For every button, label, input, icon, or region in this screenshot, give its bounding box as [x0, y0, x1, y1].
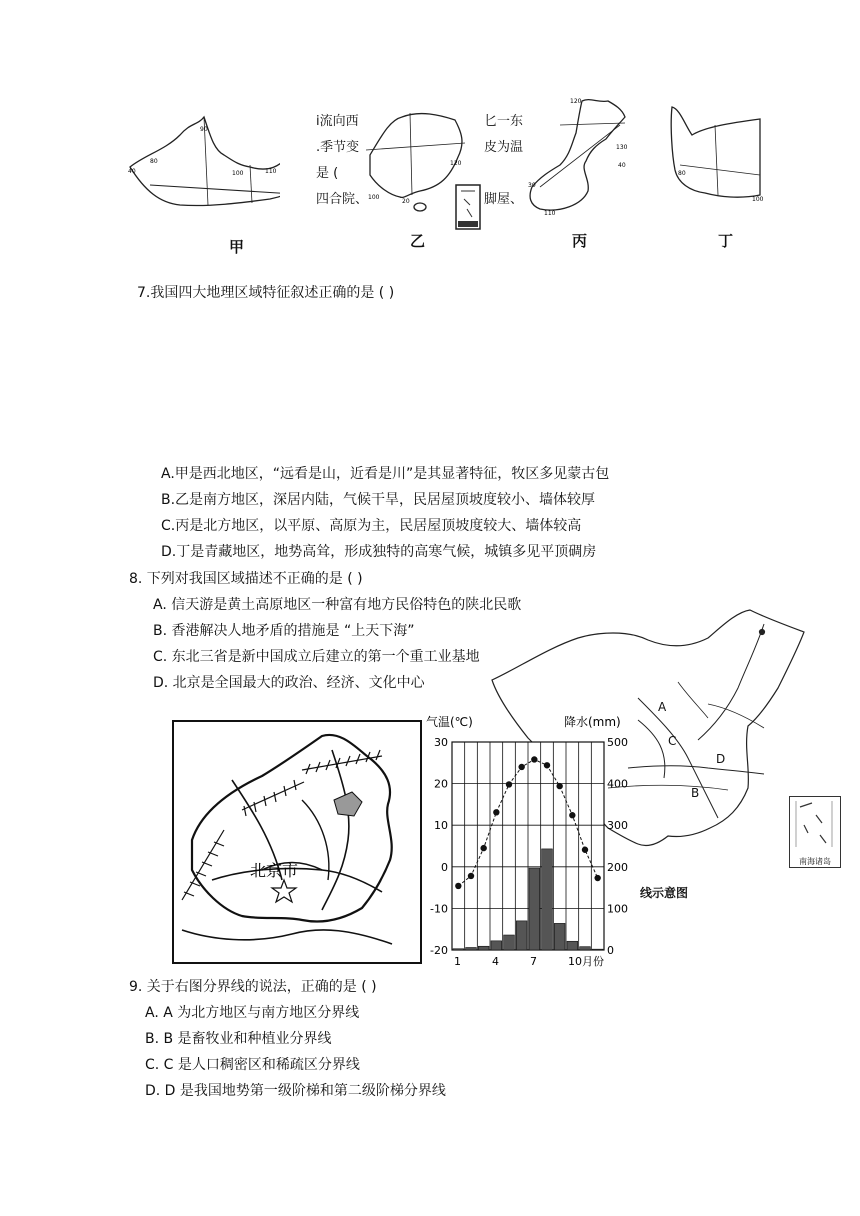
y-tick-temp: -20 [430, 944, 448, 957]
x-tick: 10月份 [568, 955, 604, 968]
overlap-fragment: 脚屋、 [484, 192, 524, 207]
line-label-d: D [716, 752, 726, 766]
y-tick-temp: 20 [434, 777, 448, 791]
temperature-point-10 [569, 812, 575, 818]
inset-islands [790, 797, 838, 853]
beijing-city-label: 北京市 [250, 861, 299, 880]
region-maps [120, 95, 764, 235]
tick-jia-40: 40 [128, 168, 136, 175]
line-label-b: B [691, 786, 700, 800]
line-label-c: C [668, 734, 677, 748]
y-tick-precip: 400 [607, 777, 628, 791]
temperature-point-2 [468, 873, 474, 879]
temperature-point-7 [531, 756, 537, 762]
tick-ding-100: 100 [752, 196, 764, 203]
question-9-stem: 9. 关于右图分界线的说法，正确的是 ( ) [129, 979, 377, 995]
x-tick: 4 [492, 955, 499, 968]
chart-ylabel-left: 气温(℃) [426, 715, 473, 729]
precip-bar-8 [542, 849, 553, 950]
tick-jia-80: 80 [150, 158, 158, 165]
temperature-point-8 [544, 762, 550, 768]
temperature-point-6 [518, 764, 524, 770]
question-7-option-a[interactable]: A.甲是西北地区，“远看是山，近看是川”是其显著特征，牧区多见蒙古包 [161, 466, 610, 482]
map-bing [530, 100, 625, 210]
overlap-fragment: 是 ( [316, 166, 339, 181]
tick-jia-100: 100 [232, 170, 244, 177]
y-tick-precip: 300 [607, 819, 628, 833]
temperature-point-3 [480, 845, 486, 851]
precip-bar-12 [592, 949, 603, 950]
map-label-ding: 丁 [718, 232, 734, 250]
map-label-jia: 甲 [229, 238, 245, 256]
question-8-option-a[interactable]: A. 信天游是黄土高原地区一种富有地方民俗特色的陕北民歌 [153, 597, 522, 613]
tick-bing-40: 40 [618, 162, 626, 169]
temperature-point-5 [506, 781, 512, 787]
tick-bing-130: 130 [616, 144, 628, 151]
overlap-fragment: 皮为温 [484, 140, 524, 155]
tick-jia-110: 110 [265, 168, 277, 175]
precip-bar-5 [504, 935, 515, 950]
y-tick-precip: 200 [607, 860, 628, 874]
tick-jia-90: 90 [200, 126, 208, 133]
question-8-stem: 8. 下列对我国区域描述不正确的是 ( ) [129, 571, 363, 587]
y-tick-precip: 100 [607, 902, 628, 916]
map-label-yi: 乙 [410, 232, 426, 250]
map-label-bing: 丙 [572, 232, 588, 250]
question-9-option-c[interactable]: C. C 是人口稠密区和稀疏区分界线 [145, 1057, 360, 1073]
y-tick-temp: -10 [430, 902, 448, 916]
line-label-a: A [658, 700, 667, 714]
precip-bar-1 [453, 949, 464, 950]
inset-south-china-sea-small [456, 185, 480, 229]
question-7-option-c[interactable]: C.丙是北方地区，以平原、高原为主，民居屋顶坡度较大、墙体较高 [161, 518, 582, 534]
overlap-fragment: 匕一东 [484, 114, 524, 129]
question-9-option-d[interactable]: D. D 是我国地势第一级阶梯和第二级阶梯分界线 [145, 1083, 446, 1099]
tick-bing-120: 120 [570, 98, 582, 105]
precip-bar-9 [554, 923, 565, 950]
tick-yi-100: 100 [368, 194, 380, 201]
y-tick-temp: 10 [434, 819, 448, 833]
inset-south-china-sea [789, 796, 841, 868]
map-ding [671, 107, 760, 197]
overlap-fragment: .季节变 [316, 140, 360, 155]
temperature-point-9 [556, 783, 562, 789]
inset-label: 南海诸岛 [799, 857, 831, 866]
beijing-map [172, 720, 422, 964]
precip-bar-3 [478, 946, 489, 950]
temperature-point-1 [455, 883, 461, 889]
precip-bar-11 [580, 947, 591, 950]
temperature-point-11 [582, 847, 588, 853]
y-tick-precip: 500 [607, 736, 628, 749]
tick-ding-80: 80 [678, 170, 686, 177]
overlap-fragment: i流向西 [316, 114, 359, 129]
y-tick-temp: 0 [441, 860, 448, 874]
question-7-stem: 7.我国四大地理区域特征叙述正确的是 ( ) [137, 285, 395, 301]
tick-bing-110: 110 [544, 210, 556, 217]
question-8-option-c[interactable]: C. 东北三省是新中国成立后建立的第一个重工业基地 [153, 649, 480, 665]
question-7-option-d[interactable]: D.丁是青藏地区，地势高耸，形成独特的高寒气候，城镇多见平顶碉房 [161, 544, 597, 560]
overlap-fragment: 四合院、 [316, 192, 369, 207]
chart-ylabel-right: 降水(mm) [564, 715, 621, 729]
x-tick: 1 [454, 955, 461, 968]
question-7-option-b[interactable]: B.乙是南方地区，深居内陆，气候干旱，民居屋顶坡度较小、墙体较厚 [161, 492, 596, 508]
y-tick-temp: 30 [434, 736, 448, 749]
precip-bar-4 [491, 941, 502, 950]
question-8-option-b[interactable]: B. 香港解决人地矛盾的措施是 “上天下海” [153, 623, 415, 639]
tick-yi-20: 20 [402, 198, 410, 205]
precip-bar-2 [466, 948, 477, 950]
question-9-option-b[interactable]: B. B 是畜牧业和种植业分界线 [145, 1031, 332, 1047]
precip-bar-6 [516, 921, 527, 950]
x-tick: 7 [530, 955, 537, 968]
temperature-point-12 [594, 875, 600, 881]
tick-yi-120: 120 [450, 160, 462, 167]
china-map-caption-fragment: 线示意图 [640, 886, 689, 900]
question-8-option-d[interactable]: D. 北京是全国最大的政治、经济、文化中心 [153, 675, 425, 691]
precip-bar-10 [567, 941, 578, 950]
precip-bar-7 [529, 868, 540, 950]
climate-chart [424, 712, 632, 974]
y-tick-precip: 0 [607, 944, 614, 957]
question-9-option-a[interactable]: A. A 为北方地区与南方地区分界线 [145, 1005, 360, 1021]
temperature-point-4 [493, 809, 499, 815]
tick-bing-30: 30 [528, 182, 536, 189]
